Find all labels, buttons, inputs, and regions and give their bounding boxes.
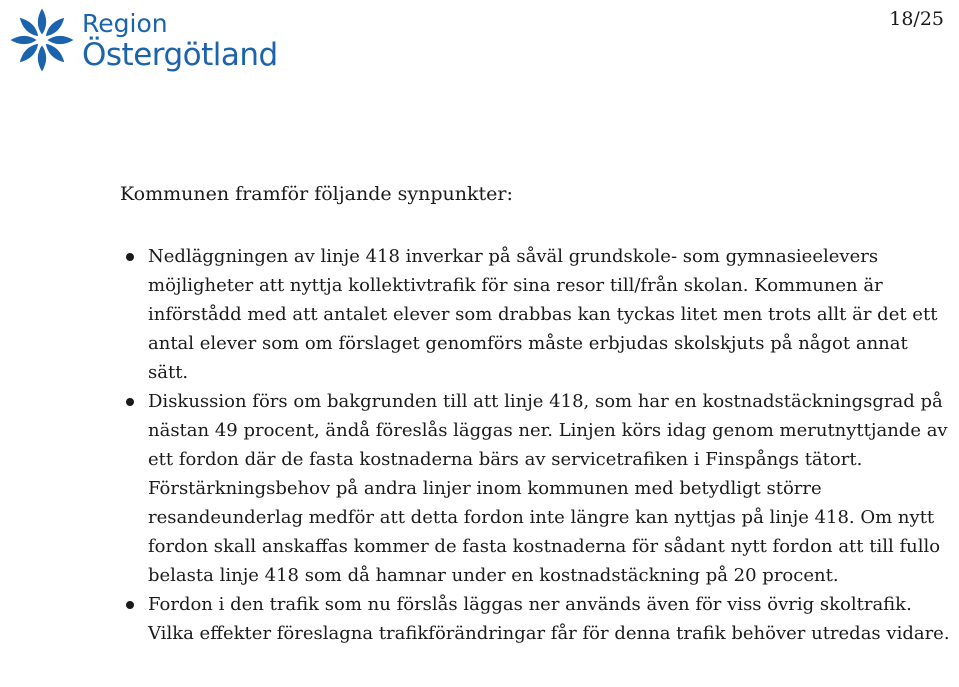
list-item [120,387,950,590]
page-number: 18/25 [889,8,944,30]
bullet-icon [126,601,134,609]
logo-line-ostergotland: Östergötland [82,37,278,73]
bullet-icon [126,398,134,406]
synpunkter-list [120,242,950,648]
list-item [120,590,950,648]
list-item [120,242,950,387]
bullet-icon [126,253,134,261]
document-body [120,180,950,648]
snowflake-logo-icon [6,4,78,76]
logo-line-region: Region [82,9,168,38]
intro-paragraph: Kommunen framför följande synpunkter: [120,183,513,205]
list-item-text: Fordon i den trafik som nu förslås läggas ner används även för viss övrig skoltrafik. Vilka effekter föreslagna trafikförändringar får för denna trafik behöver utredas vidare. [148,594,950,644]
logo-wordmark [82,9,278,71]
region-logo [6,4,278,76]
list-item-text: Nedläggningen av linje 418 inverkar på såväl grundskole- som gymnasieelevers möjligheter att nyttja kollektivtrafik för sina resor till/från skolan. Kommunen är införstådd med att antalet elever som drabbas kan tyckas litet men trots allt är det ett antal elever som om förslaget genomförs måste erbjudas skolskjuts på något annat sätt. [148,246,938,383]
list-item-text: Diskussion förs om bakgrunden till att linje 418, som har en kostnadstäckningsgrad på nästan 49 procent, ändå föreslås läggas ner. Linjen körs idag genom merutnyttjande av ett fordon där de fasta kostnaderna bärs av servicetrafiken i Finspångs tätort. Förstärkningsbehov på andra linjer inom kommunen med betydligt större resandeunderlag medför att detta fordon inte längre kan nyttjas på linje 418. Om nytt fordon skall anskaffas kommer de fasta kostnaderna för sådant nytt fordon att till fullo belasta linje 418 som då hamnar under en kostnadstäckning på 20 procent. [148,391,948,586]
